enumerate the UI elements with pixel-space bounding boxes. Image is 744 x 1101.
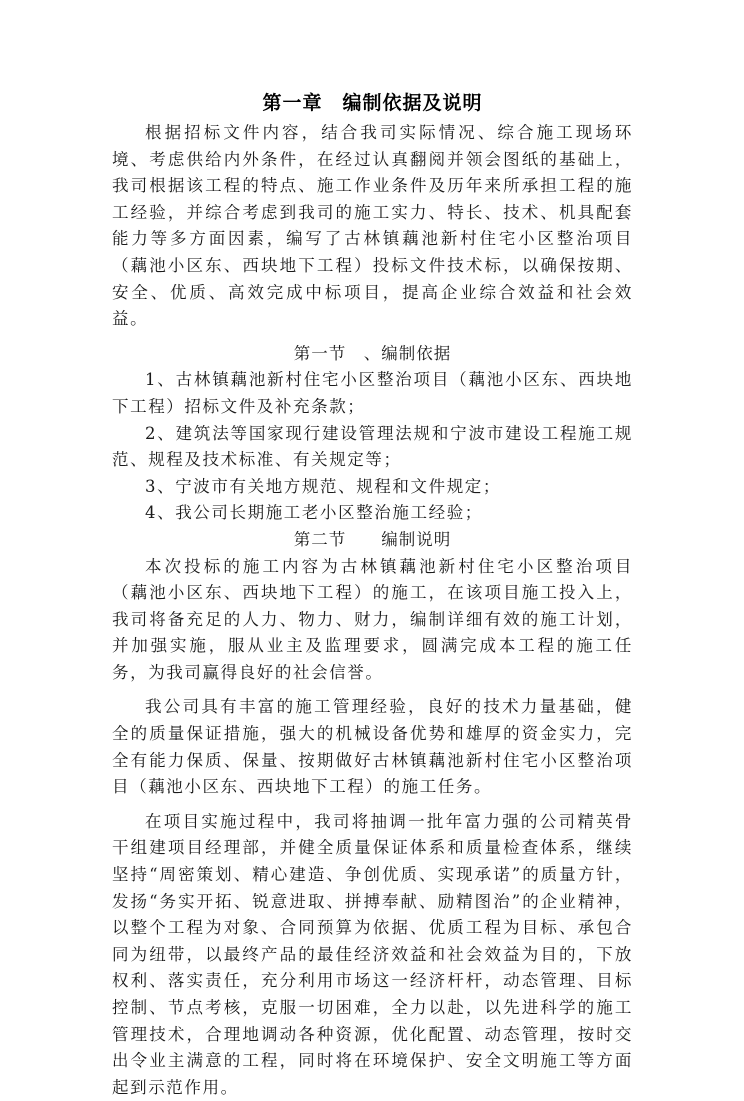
explanation-paragraph-3: 在项目实施过程中，我司将抽调一批年富力强的公司精英骨干组建项目经理部，并健全质量保证体系和质量检查体系，继续坚持“周密策划、精心建造、争创优质、实现承诺”的质量方针，发扬“务实开拓、锐意进取、拼搏奉献、励精图治”的企业精神，以整个工程为对象、合同预算为依据、优质工程为目标、承包合同为纽带，以最终产品的最佳经济效益和社会效益为目的，下放权利、落实责任，充分利用市场这一经济杆杆，动态管理、目标控制、节点考核，克服一切困难，全力以赴，以先进科学的施工管理技术，合理地调动各种资源，优化配置、动态管理，按时交出令业主满意的工程，同时将在环境保护、安全文明施工等方面起到示范作用。	[112, 811, 633, 1097]
basis-item-1: 1、古林镇藕池新村住宅小区整治项目（藕池小区东、西块地下工程）招标文件及补充条款；	[112, 370, 633, 416]
document-page	[112, 88, 633, 1101]
chapter-intro-paragraph: 根据招标文件内容，结合我司实际情况、综合施工现场环境、考虑供给内外条件，在经过认真翻阅并领会图纸的基础上，我司根据该工程的特点、施工作业条件及历年来所承担工程的施工经验，并综合考虑到我司的施工实力、特长、技术、机具配套能力等多方面因素，编写了古林镇藕池新村住宅小区整治项目（藕池小区东、西块地下工程）投标文件技术标，以确保按期、安全、优质、高效完成中标项目，提高企业综合效益和社会效益。	[112, 123, 633, 329]
section-title-basis: 第一节 、编制依据	[293, 343, 452, 363]
basis-item-4: 4、我公司长期施工老小区整治施工经验；	[145, 503, 483, 523]
basis-item-2: 2、建筑法等国家现行建设管理法规和宁波市建设工程施工规范、规程及技术标准、有关规定等；	[112, 423, 633, 470]
basis-item-3: 3、宁波市有关地方规范、规程和文件规定；	[145, 476, 501, 496]
explanation-paragraph-1: 本次投标的施工内容为古林镇藕池新村住宅小区整治项目（藕池小区东、西块地下工程）的施工，在该项目施工投入上，我司将备充足的人力、物力、财力，编制详细有效的施工计划，并加强实施，服从业主及监理要求，圆满完成本工程的施工任务，为我司赢得良好的社会信誉。	[112, 556, 633, 682]
explanation-paragraph-2: 我公司具有丰富的施工管理经验，良好的技术力量基础，健全的质量保证措施，强大的机械设备优势和雄厚的资金实力，完全有能力保质、保量、按期做好古林镇藕池新村住宅小区整治项目（藕池小区东、西块地下工程）的施工任务。	[112, 697, 633, 797]
chapter-title: 第一章 编制依据及说明	[262, 92, 483, 114]
section-title-explanation: 第二节 编制说明	[293, 529, 452, 549]
